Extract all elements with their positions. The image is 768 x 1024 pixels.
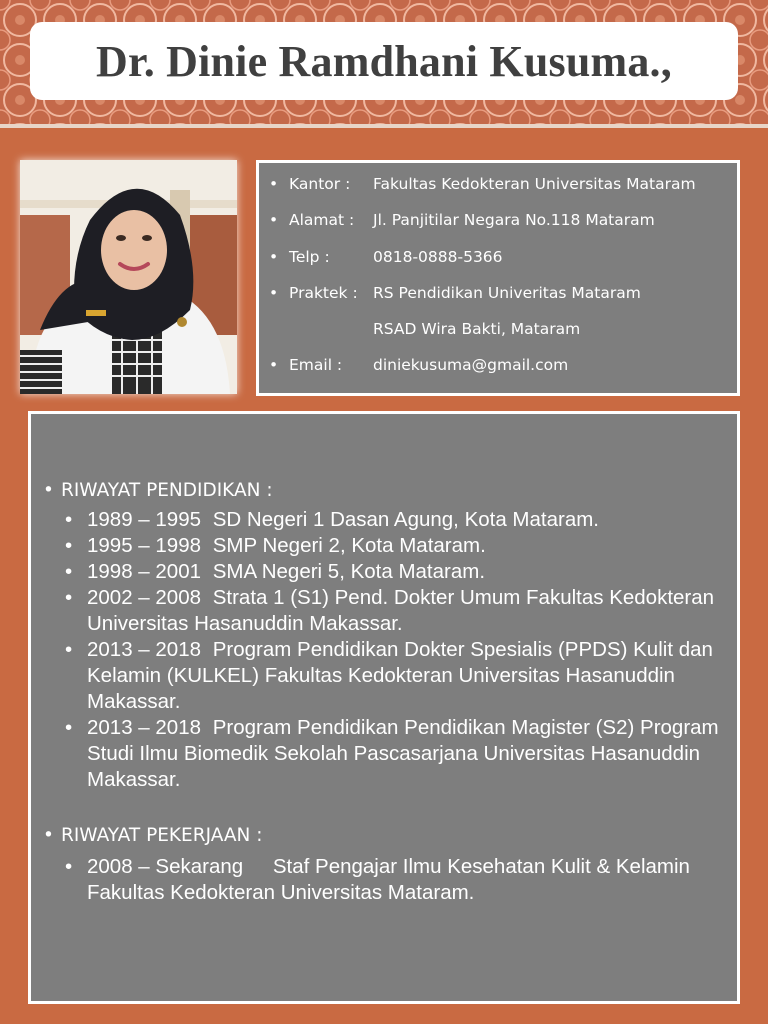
contact-label: Alamat : <box>289 211 355 229</box>
cv-panel <box>28 411 740 1004</box>
portrait-photo <box>20 160 237 394</box>
bullet-icon: • <box>269 356 279 374</box>
contact-value: Fakultas Kedokteran Universitas Mataram <box>373 175 696 193</box>
education-list <box>31 507 721 793</box>
contact-row-practice-2 <box>269 320 580 338</box>
contact-row-address <box>269 211 655 229</box>
list-item <box>31 854 721 906</box>
bullet-icon: • <box>269 284 279 302</box>
list-item <box>31 585 721 637</box>
portrait-icon <box>20 160 237 394</box>
contact-label: Kantor : <box>289 175 351 193</box>
list-item <box>31 533 721 559</box>
years: 1989 – 1995 <box>87 508 202 531</box>
item-text: Program Pendidikan Dokter Spesialis (PPDS) Kulit dan Kelamin (KULKEL) Fakultas Kedokteran Universitas Hasanuddin Makassar. <box>87 638 713 713</box>
name-banner <box>30 22 738 100</box>
education-heading-text: RIWAYAT PENDIDIKAN : <box>61 480 273 501</box>
years: 2002 – 2008 <box>87 586 202 609</box>
bullet-icon: • <box>43 825 54 846</box>
bullet-icon: • <box>269 211 279 229</box>
bullet-icon: • <box>65 716 73 739</box>
contact-value: RS Pendidikan Univeritas Mataram <box>373 284 641 302</box>
contact-info-panel <box>256 160 740 396</box>
bullet-icon: • <box>65 560 73 583</box>
contact-label: Praktek : <box>289 284 358 302</box>
work-heading <box>43 825 263 846</box>
contact-row-office <box>269 175 696 193</box>
bullet-icon: • <box>43 480 54 501</box>
education-heading <box>43 480 273 501</box>
contact-value: 0818-0888-5366 <box>373 248 503 266</box>
bullet-icon: • <box>65 638 73 661</box>
item-text: SMP Negeri 2, Kota Mataram. <box>212 534 486 557</box>
header-divider <box>0 124 768 128</box>
list-item <box>31 559 721 585</box>
list-item <box>31 637 721 715</box>
contact-label: Telp : <box>289 248 330 266</box>
bullet-icon: • <box>65 855 73 878</box>
years: 1998 – 2001 <box>87 560 202 583</box>
work-list <box>31 854 721 906</box>
item-text: SMA Negeri 5, Kota Mataram. <box>212 560 486 583</box>
contact-label: Email : <box>289 356 343 374</box>
bullet-icon: • <box>269 175 279 193</box>
years: 2008 – Sekarang <box>87 855 244 878</box>
bullet-icon: • <box>269 248 279 266</box>
item-text: Program Pendidikan Pendidikan Magister (S2) Program Studi Ilmu Biomedik Sekolah Pascasarjana Universitas Hasanuddin Makassar. <box>87 716 719 791</box>
list-item <box>31 715 721 793</box>
bullet-icon: • <box>65 508 73 531</box>
contact-value: Jl. Panjitilar Negara No.118 Mataram <box>373 211 655 229</box>
item-text: Staf Pengajar Ilmu Kesehatan Kulit & Kelamin Fakultas Kedokteran Universitas Mataram. <box>87 855 690 904</box>
years: 2013 – 2018 <box>87 716 202 739</box>
bullet-icon: • <box>65 534 73 557</box>
contact-row-email <box>269 356 568 374</box>
page-title: Dr. Dinie Ramdhani Kusuma., <box>96 36 672 86</box>
bullet-icon: • <box>65 586 73 609</box>
contact-value: diniekusuma@gmail.com <box>373 356 569 374</box>
contact-row-practice <box>269 284 641 302</box>
item-text: SD Negeri 1 Dasan Agung, Kota Mataram. <box>212 508 600 531</box>
item-text: Strata 1 (S1) Pend. Dokter Umum Fakultas Kedokteran Universitas Hasanuddin Makassar. <box>87 586 715 635</box>
years: 1995 – 1998 <box>87 534 202 557</box>
contact-row-phone <box>269 248 503 266</box>
work-heading-text: RIWAYAT PEKERJAAN : <box>61 825 263 846</box>
years: 2013 – 2018 <box>87 638 202 661</box>
contact-value: RSAD Wira Bakti, Mataram <box>373 320 581 338</box>
list-item <box>31 507 721 533</box>
